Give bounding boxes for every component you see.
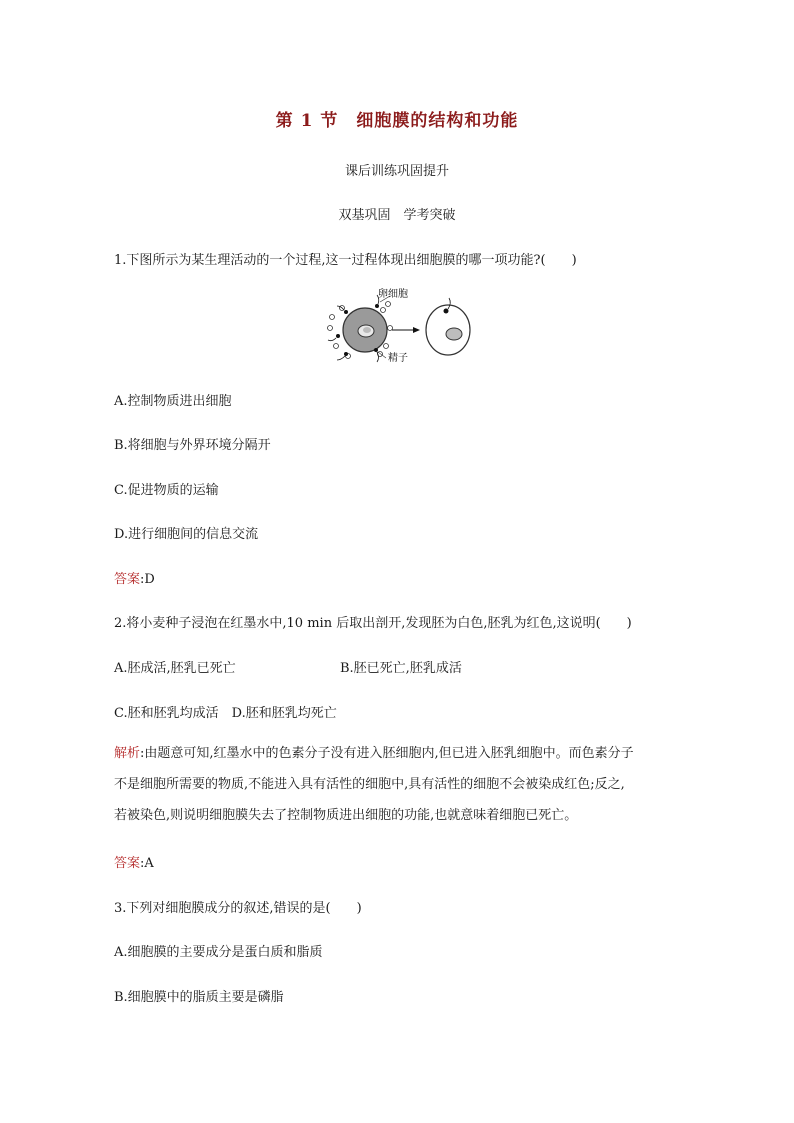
sperm: [336, 334, 340, 338]
granule: [328, 326, 333, 331]
question-2-options-cd: C.胚和胚乳均成活 D.胚和胚乳均死亡: [114, 706, 337, 721]
analysis-line: 不是细胞所需要的物质,不能进入具有活性的细胞中,具有活性的细胞不会被染成红色;反之,: [114, 777, 625, 792]
egg-label: 卵细胞: [378, 289, 408, 300]
analysis-line: [114, 738, 684, 769]
question-1-answer: [114, 568, 155, 587]
sperm: [344, 352, 348, 356]
question-1-stem: 1.下图所示为某生理活动的一个过程,这一过程体现出细胞膜的哪一项功能?( ): [114, 253, 577, 268]
page-title: 第 1 节 细胞膜的结构和功能: [275, 111, 519, 131]
sperm-tail: [328, 338, 336, 341]
question-2-option-a: A.胚成活,胚乳已死亡: [114, 661, 236, 676]
question-2-answer: [114, 852, 154, 871]
analysis-line: 若被染色,则说明细胞膜失去了控制物质进出细胞的功能,也就意味着细胞已死亡。: [114, 808, 578, 823]
question-1-option-d: D.进行细胞间的信息交流: [114, 527, 259, 542]
granule: [330, 315, 335, 320]
answer-value: :A: [140, 856, 154, 871]
zygote-nucleus: [446, 328, 462, 340]
question-2-stem: 2.将小麦种子浸泡在红墨水中,10 min 后取出剖开,发现胚为白色,胚乳为红色,这说明( ): [114, 616, 632, 631]
granule: [381, 308, 386, 313]
fertilization-figure: [320, 284, 480, 368]
sperm: [375, 304, 379, 308]
sperm: [344, 310, 348, 314]
analysis-label: 解析: [114, 746, 141, 761]
granule: [334, 344, 339, 349]
egg-nucleolus: [363, 327, 371, 333]
section-subtitle: 课后训练巩固提升: [344, 164, 449, 179]
section-heading: 双基巩固 学考突破: [338, 208, 456, 223]
question-2-analysis: [114, 738, 684, 831]
question-2-option-b: B.胚已死亡,胚乳成活: [340, 661, 462, 676]
question-1-option-b: B.将细胞与外界环境分隔开: [114, 438, 271, 453]
granule: [386, 302, 391, 307]
question-1-option-c: C.促进物质的运输: [114, 483, 219, 498]
question-1-option-a: A.控制物质进出细胞: [114, 394, 232, 409]
arrow-head: [413, 327, 420, 333]
question-3-stem: 3.下列对细胞膜成分的叙述,错误的是( ): [114, 901, 362, 916]
sperm-label: 精子: [388, 353, 408, 364]
granule: [388, 326, 393, 331]
question-3-option-b: B.细胞膜中的脂质主要是磷脂: [114, 990, 284, 1005]
analysis-text: :由题意可知,红墨水中的色素分子没有进入胚细胞内,但已进入胚乳细胞中。而色素分子: [140, 746, 634, 761]
sperm-tail: [337, 356, 345, 360]
answer-value: :D: [140, 572, 155, 587]
sperm-inside: [444, 309, 449, 314]
granule: [384, 344, 389, 349]
answer-label: 答案: [114, 572, 141, 587]
question-3-option-a: A.细胞膜的主要成分是蛋白质和脂质: [114, 945, 323, 960]
answer-label: 答案: [114, 856, 141, 871]
sperm: [374, 348, 378, 352]
